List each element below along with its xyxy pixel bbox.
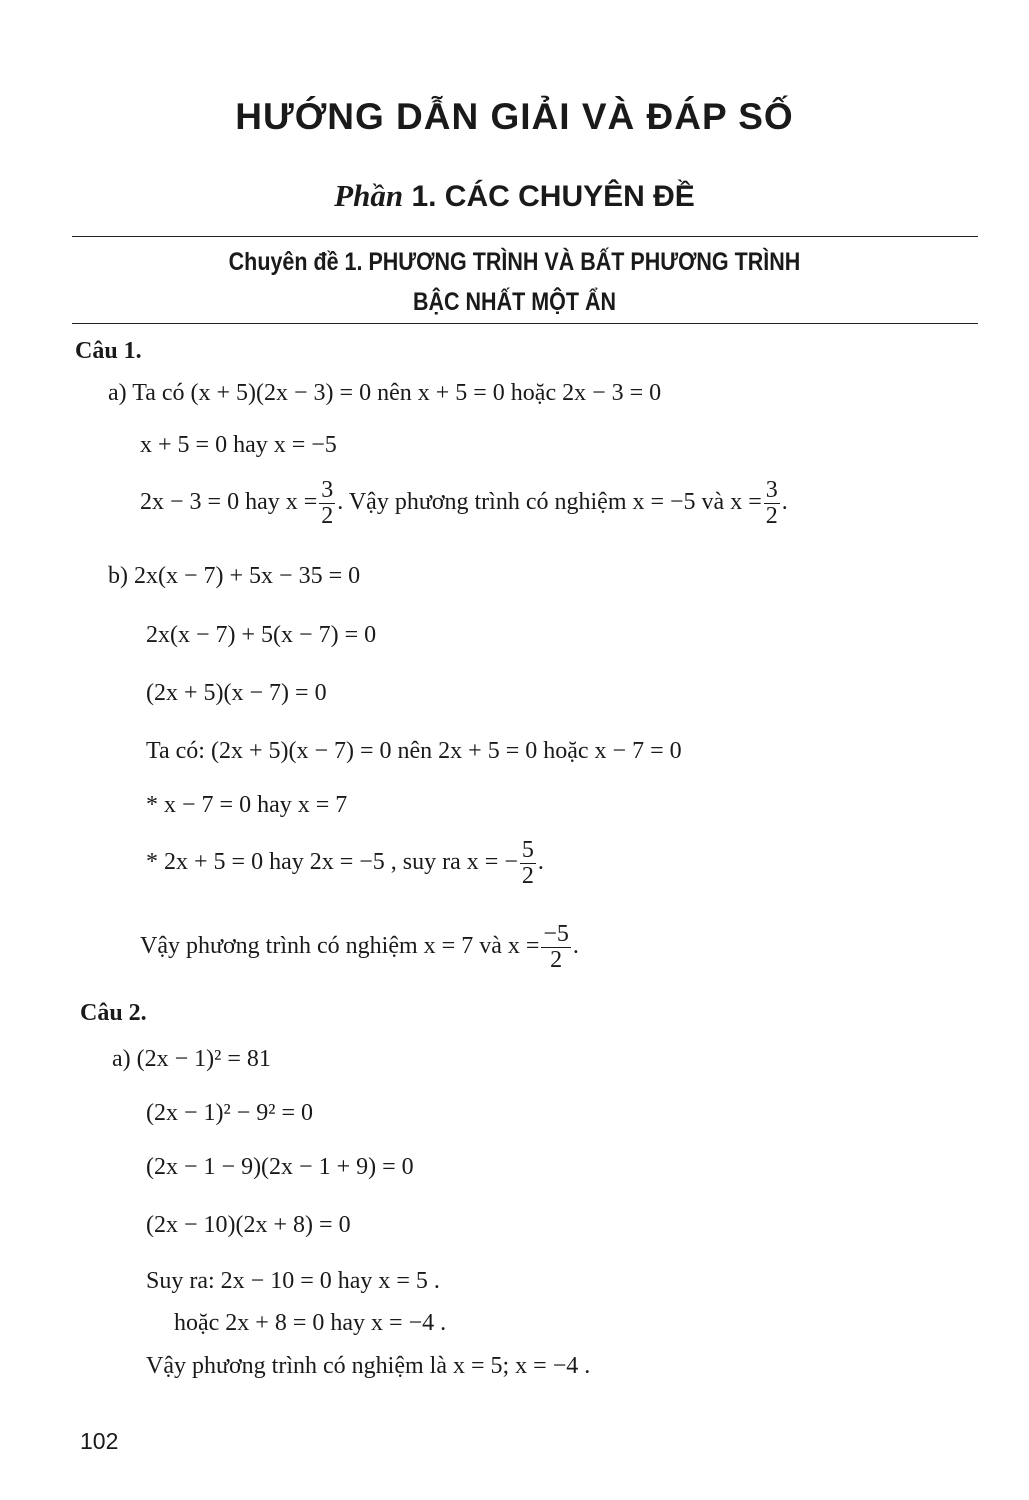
q1-a-line1: a) Ta có (x + 5)(2x − 3) = 0 nên x + 5 = 0 hoặc 2x − 3 = 0 [108, 380, 662, 406]
q2-a-line1: a) (2x − 1)² = 81 [112, 1046, 271, 1072]
fraction-denominator: 2 [550, 947, 563, 974]
q1-a-line3-text2: . Vậy phương trình có nghiệm x = −5 và x = [337, 489, 762, 516]
q1-b-line5: * x − 7 = 0 hay x = 7 [146, 792, 348, 818]
part-title [0, 178, 1029, 214]
fraction-denominator: 2 [521, 863, 534, 890]
q1-a-line3 [140, 478, 788, 529]
page-number: 102 [80, 1428, 119, 1454]
q1-b-conclusion-text: Vậy phương trình có nghiệm x = 7 và x = [140, 933, 540, 960]
q2-a-line6: hoặc 2x + 8 = 0 hay x = −4 . [174, 1310, 447, 1336]
q1-b-line6-end: . [537, 849, 544, 876]
q1-b-line3: (2x + 5)(x − 7) = 0 [146, 680, 327, 706]
q1-b-conclusion [140, 922, 579, 973]
topic-title-line1: Chuyên đề 1. PHƯƠNG TRÌNH VÀ BẤT PHƯƠNG TRÌNH [228, 248, 801, 276]
divider-top [72, 236, 978, 237]
q2-a-line3: (2x − 1 − 9)(2x − 1 + 9) = 0 [146, 1154, 414, 1180]
q1-b-line2: 2x(x − 7) + 5(x − 7) = 0 [146, 622, 377, 648]
question-1-label: Câu 1. [75, 338, 142, 364]
fraction-3-over-2-second [764, 478, 780, 529]
q2-a-line4: (2x − 10)(2x + 8) = 0 [146, 1212, 351, 1238]
part-title-text: 1. CÁC CHUYÊN ĐỀ [411, 180, 695, 213]
q2-a-line5: Suy ra: 2x − 10 = 0 hay x = 5 . [146, 1268, 440, 1294]
q1-b-line1: b) 2x(x − 7) + 5x − 35 = 0 [108, 563, 361, 589]
part-prefix: Phần [334, 178, 404, 213]
q1-b-line6 [146, 838, 544, 889]
q2-a-conclusion: Vậy phương trình có nghiệm là x = 5; x = −4 . [146, 1353, 591, 1379]
q1-b-conclusion-end: . [572, 933, 579, 960]
q1-b-line6-text: * 2x + 5 = 0 hay 2x = −5 , suy ra x = − [146, 849, 518, 876]
fraction-numerator: 3 [321, 477, 334, 503]
fraction-5-over-2 [520, 838, 536, 889]
fraction-numerator: −5 [543, 921, 569, 947]
q1-a-line2: x + 5 = 0 hay x = −5 [140, 432, 337, 458]
q1-a-line3-end: . [781, 489, 788, 516]
divider-bottom [72, 323, 978, 324]
q2-a-line2: (2x − 1)² − 9² = 0 [146, 1100, 313, 1126]
fraction-3-over-2 [319, 478, 335, 529]
q1-b-line4: Ta có: (2x + 5)(x − 7) = 0 nên 2x + 5 = 0 hoặc x − 7 = 0 [146, 738, 682, 764]
fraction-minus5-over-2 [541, 922, 571, 973]
q1-a-line3-text1: 2x − 3 = 0 hay x = [140, 489, 318, 516]
question-2-label: Câu 2. [80, 1000, 147, 1026]
topic-title-line2: BẬC NHẤT MỘT ẨN [412, 288, 617, 316]
fraction-denominator: 2 [765, 503, 778, 530]
page-title: HƯỚNG DẪN GIẢI VÀ ĐÁP SỐ [235, 96, 794, 137]
fraction-denominator: 2 [321, 503, 334, 530]
fraction-numerator: 3 [765, 477, 778, 503]
fraction-numerator: 5 [521, 837, 534, 863]
